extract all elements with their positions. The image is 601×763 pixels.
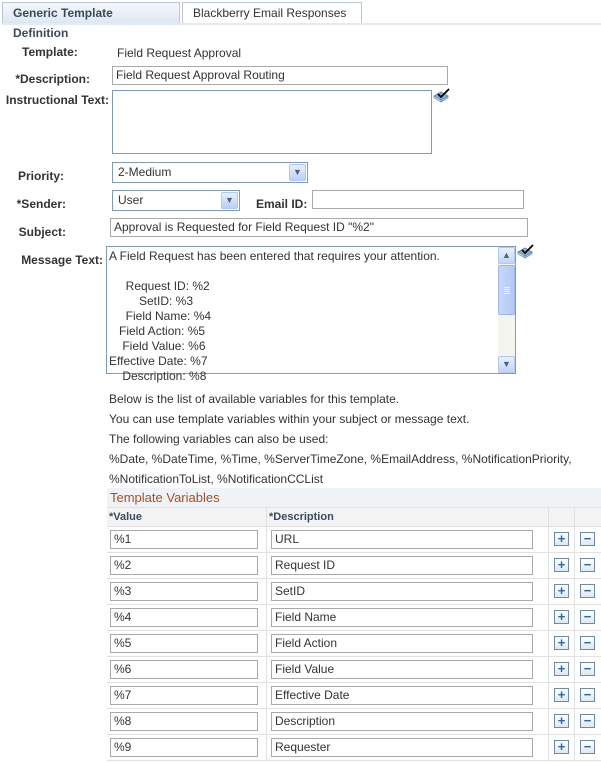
description-input[interactable]: Field Request Approval Routing — [112, 66, 448, 85]
header-remove — [575, 508, 601, 526]
delete-row-button[interactable]: − — [580, 636, 595, 650]
info-text-5: %NotificationToList, %NotificationCCList — [109, 472, 324, 486]
message-text-content — [109, 249, 491, 384]
table-row — [107, 683, 601, 709]
message-line: Field Value: %6 — [109, 339, 206, 353]
description-input[interactable]: SetID — [271, 582, 533, 601]
email-id-label: Email ID: — [256, 197, 308, 211]
value-input[interactable]: %4 — [110, 608, 258, 627]
message-text-label: Message Text: — [21, 253, 103, 267]
add-row-button[interactable]: + — [554, 558, 569, 572]
spellcheck-icon[interactable] — [516, 244, 534, 260]
value-input[interactable]: %8 — [110, 712, 258, 731]
info-text-4: %Date, %DateTime, %Time, %ServerTimeZone, %EmailAddress, %NotificationPriority, — [109, 452, 572, 466]
description-input[interactable]: Requester — [271, 738, 533, 757]
sender-select[interactable] — [112, 190, 240, 211]
chevron-down-icon: ▼ — [289, 164, 306, 181]
message-line: Field Name: %4 — [109, 309, 212, 323]
priority-label: Priority: — [17, 169, 64, 183]
table-row — [107, 735, 601, 761]
info-text-2: You can use template variables within your subject or message text. — [109, 412, 470, 426]
description-input[interactable]: Request ID — [271, 556, 533, 575]
message-line: Effective Date: %7 — [109, 354, 208, 368]
table-row — [107, 709, 601, 735]
table-row — [107, 527, 601, 553]
delete-row-button[interactable]: − — [580, 714, 595, 728]
description-label: *Description: — [15, 72, 90, 86]
scroll-up-button[interactable]: ▲ — [498, 247, 515, 264]
grid-title: Template Variables — [107, 488, 601, 507]
instructional-text-label: Instructional Text: — [5, 93, 109, 107]
add-row-button[interactable]: + — [554, 662, 569, 676]
message-line: Description: %8 — [109, 369, 207, 383]
delete-row-button[interactable]: − — [580, 662, 595, 676]
description-input[interactable]: Field Value — [271, 660, 533, 679]
sender-label: *Sender: — [16, 197, 66, 211]
add-row-button[interactable]: + — [554, 532, 569, 546]
delete-row-button[interactable]: − — [580, 584, 595, 598]
message-line: Request ID: %2 — [109, 279, 210, 293]
message-line: SetID: %3 — [109, 294, 194, 308]
delete-row-button[interactable]: − — [580, 558, 595, 572]
header-add — [549, 508, 575, 526]
delete-row-button[interactable]: − — [580, 532, 595, 546]
sender-value: User — [118, 193, 144, 207]
info-text-1: Below is the list of available variables for this template. — [109, 392, 400, 406]
value-input[interactable]: %1 — [110, 530, 258, 549]
description-input[interactable]: Field Action — [271, 634, 533, 653]
info-text-3: The following variables can also be used: — [109, 432, 329, 446]
message-scrollbar[interactable] — [498, 247, 515, 373]
template-variables-grid — [107, 488, 601, 761]
table-row — [107, 657, 601, 683]
tab-blackberry-email-responses[interactable]: Blackberry Email Responses — [182, 2, 362, 24]
instructional-text-input[interactable] — [112, 90, 432, 154]
table-row — [107, 605, 601, 631]
description-input[interactable]: Description — [271, 712, 533, 731]
priority-select[interactable] — [112, 162, 308, 183]
tab-underline — [2, 23, 601, 25]
value-input[interactable]: %3 — [110, 582, 258, 601]
spellcheck-icon[interactable] — [432, 88, 450, 104]
message-line — [109, 264, 491, 279]
subject-input[interactable]: Approval is Requested for Field Request ID "%2" — [110, 218, 528, 237]
header-description: *Description — [267, 508, 549, 526]
email-id-input[interactable] — [312, 190, 524, 209]
value-input[interactable]: %5 — [110, 634, 258, 653]
add-row-button[interactable]: + — [554, 610, 569, 624]
table-row — [107, 631, 601, 657]
delete-row-button[interactable]: − — [580, 740, 595, 754]
grid-header — [107, 507, 601, 527]
tab-generic-template-definition[interactable]: Generic Template Definition — [2, 2, 180, 24]
add-row-button[interactable]: + — [554, 636, 569, 650]
message-line: Field Action: %5 — [109, 324, 206, 338]
value-input[interactable]: %2 — [110, 556, 258, 575]
scroll-thumb[interactable] — [498, 265, 515, 315]
add-row-button[interactable]: + — [554, 688, 569, 702]
subject-label: Subject: — [18, 225, 66, 239]
add-row-button[interactable]: + — [554, 740, 569, 754]
description-input[interactable]: Field Name — [271, 608, 533, 627]
table-row — [107, 579, 601, 605]
delete-row-button[interactable]: − — [580, 688, 595, 702]
add-row-button[interactable]: + — [554, 714, 569, 728]
template-value: Field Request Approval — [117, 46, 242, 60]
description-input[interactable]: Effective Date — [271, 686, 533, 705]
table-row — [107, 553, 601, 579]
value-input[interactable]: %6 — [110, 660, 258, 679]
message-text-input[interactable] — [106, 246, 516, 383]
delete-row-button[interactable]: − — [580, 610, 595, 624]
priority-value: 2-Medium — [118, 165, 172, 179]
header-value: *Value — [107, 508, 267, 526]
value-input[interactable]: %9 — [110, 738, 258, 757]
chevron-down-icon: ▼ — [221, 192, 238, 209]
scroll-down-button[interactable]: ▼ — [498, 356, 515, 373]
template-label: Template: — [22, 45, 78, 59]
add-row-button[interactable]: + — [554, 584, 569, 598]
description-input[interactable]: URL — [271, 530, 533, 549]
value-input[interactable]: %7 — [110, 686, 258, 705]
tab-bar — [0, 0, 601, 40]
message-line: A Field Request has been entered that requires your attention. — [109, 249, 440, 263]
